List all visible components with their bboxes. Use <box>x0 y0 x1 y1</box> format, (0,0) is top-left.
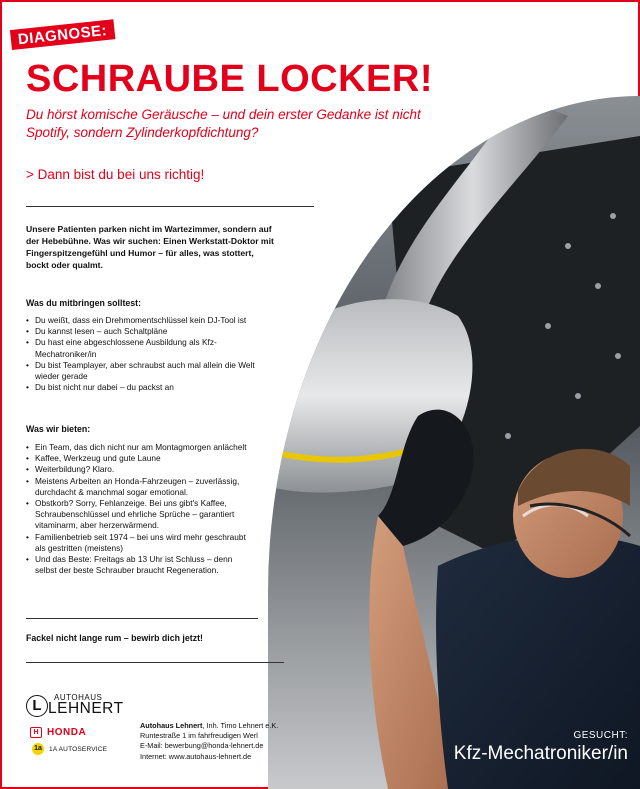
divider <box>26 662 284 663</box>
caption-label: GESUCHT: <box>573 730 628 741</box>
requirements-list <box>26 315 256 393</box>
lehnert-emblem-icon: L <box>26 695 48 717</box>
honda-logo: H HONDA <box>30 726 86 738</box>
offer-list <box>26 442 256 576</box>
list-item: • Obstkorb? Sorry, Fehlanzeige. Bei uns gibt's Kaffee, Schraubenschlüssel und ehrliche Sprüche – garantiert vitaminarm, aber herzerwärmend. <box>26 498 256 532</box>
list-item: • Meistens Arbeiten an Honda-Fahrzeugen – zuverlässig, durchdacht & manchmal sogar emotional. <box>26 476 256 498</box>
list-item: • Und das Beste: Freitags ab 13 Uhr ist Schluss – denn selbst der beste Schrauber braucht Regeneration. <box>26 554 256 576</box>
list-item: • Du kannst lesen – auch Schaltpläne <box>26 326 256 337</box>
mechanic-photo <box>268 96 640 789</box>
1a-emblem-icon: 1a <box>32 743 44 755</box>
diagnose-badge: DIAGNOSE: <box>10 19 115 50</box>
intro-text: Unsere Patienten parken nicht im Wartezimmer, sondern auf der Hebebühne. Was wir suchen: Einen Werkstatt-Doktor mit Fingerspitzengefühl und Humor – für alles, was stottert, bockt oder qualmt. <box>26 224 274 270</box>
company-name: Autohaus Lehnert <box>140 721 203 730</box>
owner-name: , Inh. Timo Lehnert e.K. <box>202 721 279 730</box>
list-item: • Du hast eine abgeschlossene Ausbildung als Kfz-Mechatroniker/in <box>26 337 256 359</box>
offer-title: Was wir bieten: <box>26 424 91 434</box>
list-item: • Du bist nicht nur dabei – du packst an <box>26 382 256 393</box>
street-address: Runtestraße 1 im fahrfreudigen Werl <box>140 731 258 741</box>
contact-info <box>140 721 278 762</box>
list-item: • Ein Team, das dich nicht nur am Montagmorgen anlächelt <box>26 442 256 453</box>
list-item: • Weiterbildung? Klaro. <box>26 464 256 475</box>
1a-autoservice-logo: 1a 1A AUTOSERVICE <box>32 742 107 756</box>
list-item: • Familienbetrieb seit 1974 – bei uns wird mehr geschraubt als gestritten (meistens) <box>26 532 256 554</box>
caption-job-title: Kfz-Mechatroniker/in <box>453 743 628 764</box>
subtitle: Du hörst komische Geräusche – und dein erster Gedanke ist nicht Spotify, sondern Zylinderkopfdichtung? <box>26 107 421 140</box>
website-link[interactable]: Internet: www.autohaus-lehnert.de <box>140 751 252 761</box>
divider <box>26 618 258 619</box>
cta-line: > Dann bist du bei uns richtig! <box>26 167 205 182</box>
divider <box>26 206 314 207</box>
list-item: • Kaffee, Werkzeug und gute Laune <box>26 453 256 464</box>
list-item: • Du bist Teamplayer, aber schraubst auch mal allein die Welt wieder gerade <box>26 360 256 382</box>
list-item: • Du weißt, dass ein Drehmomentschlüssel kein DJ-Tool ist <box>26 315 256 326</box>
closing-call-to-action: Fackel nicht lange rum – bewirb dich jetzt! <box>26 633 203 643</box>
honda-h-icon: H <box>30 727 42 738</box>
autohaus-lehnert-logo: L AUTOHAUS LEHNERT <box>26 693 126 721</box>
requirements-title: Was du mitbringen solltest: <box>26 298 142 308</box>
email-address[interactable]: E-Mail: bewerbung@honda-lehnert.de <box>140 741 264 751</box>
page-title: SCHRAUBE LOCKER! <box>26 58 433 100</box>
